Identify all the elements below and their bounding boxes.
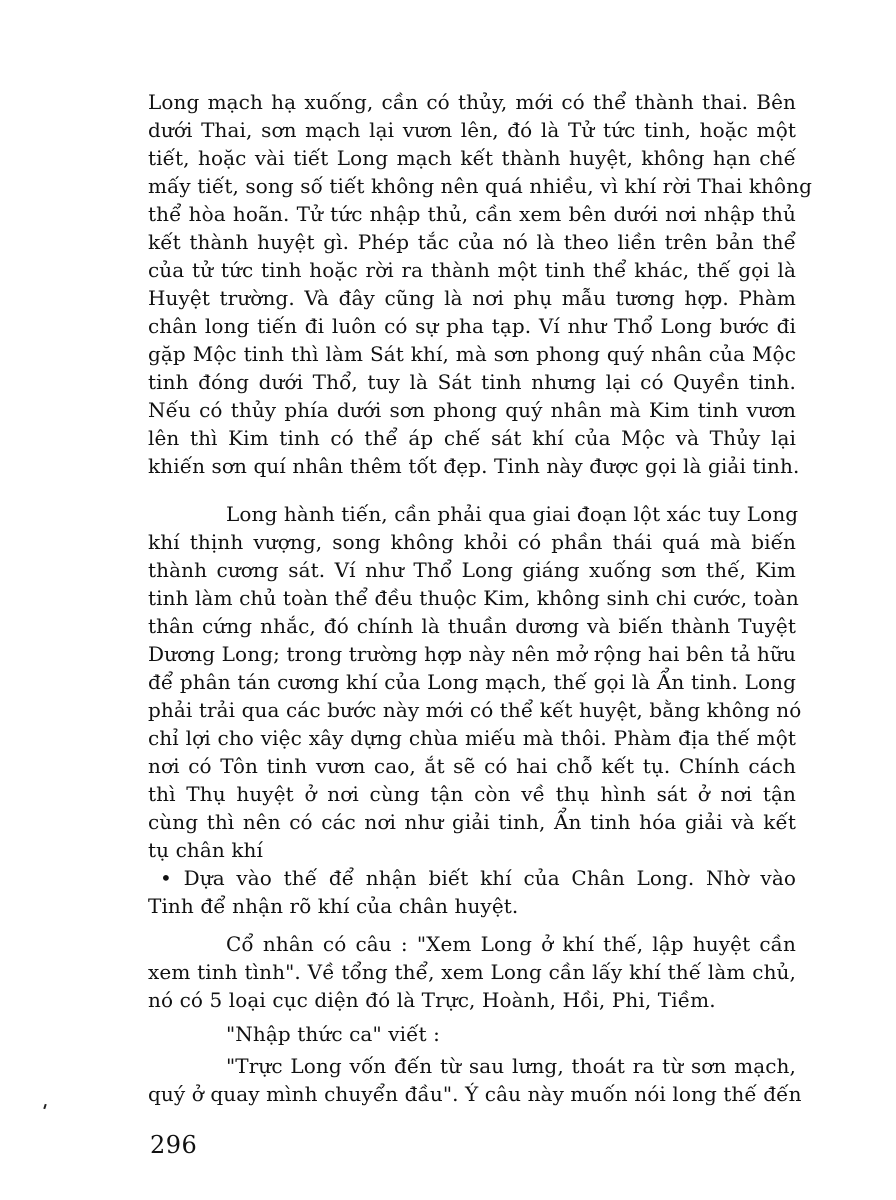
paragraph-1-line-5: thể hòa hoãn. Tử tức nhập thủ, cần xem bên dưới nơi nhập thủ: [148, 202, 796, 226]
bullet-paragraph-line-2: Tinh để nhận rõ khí của chân huyệt.: [148, 894, 519, 918]
paragraph-3-line-2: xem tinh tình". Về tổng thể, xem Long cần lấy khí thế làm chủ,: [148, 960, 796, 984]
paragraph-3-line-3: nó có 5 loại cục diện đó là Trực, Hoành, Hồi, Phi, Tiềm.: [148, 988, 716, 1012]
paragraph-2-line-8: phải trải qua các bước này mới có thể kết huyệt, bằng không nó: [148, 698, 802, 722]
paragraph-5-line-1: "Trực Long vốn đến từ sau lưng, thoát ra từ sơn mạch,: [226, 1054, 796, 1078]
paragraph-1-line-1: Long mạch hạ xuống, cần có thủy, mới có thể thành thai. Bên: [148, 90, 796, 114]
paragraph-2-line-6: Dương Long; trong trường hợp này nên mở rộng hai bên tả hữu: [148, 642, 796, 666]
paragraph-1-line-12: Nếu có thủy phía dưới sơn phong quý nhân mà Kim tinh vươn: [148, 398, 796, 422]
paragraph-1-line-7: của tử tức tinh hoặc rời ra thành một tinh thể khác, thế gọi là: [148, 258, 796, 282]
paragraph-2-line-4: tinh làm chủ toàn thể đều thuộc Kim, không sinh chi cước, toàn: [148, 586, 799, 610]
paragraph-4-line-1: "Nhập thức ca" viết :: [226, 1022, 440, 1046]
scan-speck: [43, 1104, 46, 1109]
paragraph-1-line-2: dưới Thai, sơn mạch lại vươn lên, đó là Tử tức tinh, hoặc một: [148, 118, 796, 142]
paragraph-1-line-13: lên thì Kim tinh có thể áp chế sát khí của Mộc và Thủy lại: [148, 426, 796, 450]
paragraph-2-line-13: tụ chân khí: [148, 838, 264, 862]
paragraph-1-line-10: gặp Mộc tinh thì làm Sát khí, mà sơn phong quý nhân của Mộc: [148, 342, 796, 366]
paragraph-2-line-12: cùng thì nên có các nơi như giải tinh, Ẩn tinh hóa giải và kết: [148, 810, 796, 834]
paragraph-2-line-1: Long hành tiến, cần phải qua giai đoạn lột xác tuy Long: [226, 502, 799, 526]
paragraph-2-line-10: nơi có Tôn tinh vươn cao, ắt sẽ có hai chỗ kết tụ. Chính cách: [148, 754, 796, 778]
paragraph-5-line-2: quý ở quay mình chuyển đầu". Ý câu này muốn nói long thế đến: [148, 1082, 802, 1106]
paragraph-1-line-4: mấy tiết, song số tiết không nên quá nhiều, vì khí rời Thai không: [148, 174, 813, 198]
paragraph-1-line-9: chân long tiến đi luôn có sự pha tạp. Ví như Thổ Long bước đi: [148, 314, 796, 338]
paragraph-2-line-3: thành cương sát. Ví như Thổ Long giáng xuống sơn thế, Kim: [148, 558, 796, 582]
paragraph-3-line-1: Cổ nhân có câu : "Xem Long ở khí thế, lập huyệt cần: [226, 932, 796, 956]
paragraph-2-line-2: khí thịnh vượng, song không khỏi có phần thái quá mà biến: [148, 530, 796, 554]
paragraph-2-line-5: thân cứng nhắc, đó chính là thuần dương và biến thành Tuyệt: [148, 614, 796, 638]
paragraph-2-line-11: thì Thụ huyệt ở nơi cùng tận còn về thụ hình sát ở nơi tận: [148, 782, 796, 806]
paragraph-2-line-9: chỉ lợi cho việc xây dựng chùa miếu mà thôi. Phàm địa thế một: [148, 726, 796, 750]
paragraph-1-line-8: Huyệt trường. Và đây cũng là nơi phụ mẫu tương hợp. Phàm: [148, 286, 796, 310]
paragraph-2-line-7: để phân tán cương khí của Long mạch, thế gọi là Ẩn tinh. Long: [148, 670, 796, 694]
bullet-paragraph-line-1: • Dựa vào thế để nhận biết khí của Chân Long. Nhờ vào: [160, 866, 796, 890]
paragraph-1-line-11: tinh đóng dưới Thổ, tuy là Sát tinh nhưng lại có Quyền tinh.: [148, 370, 796, 394]
page-number: 296: [150, 1131, 198, 1159]
paragraph-1-line-6: kết thành huyệt gì. Phép tắc của nó là theo liền trên bản thể: [148, 230, 796, 254]
paragraph-1-line-3: tiết, hoặc vài tiết Long mạch kết thành huyệt, không hạn chế: [148, 146, 796, 170]
paragraph-1-line-14: khiến sơn quí nhân thêm tốt đẹp. Tinh này được gọi là giải tinh.: [148, 454, 800, 478]
